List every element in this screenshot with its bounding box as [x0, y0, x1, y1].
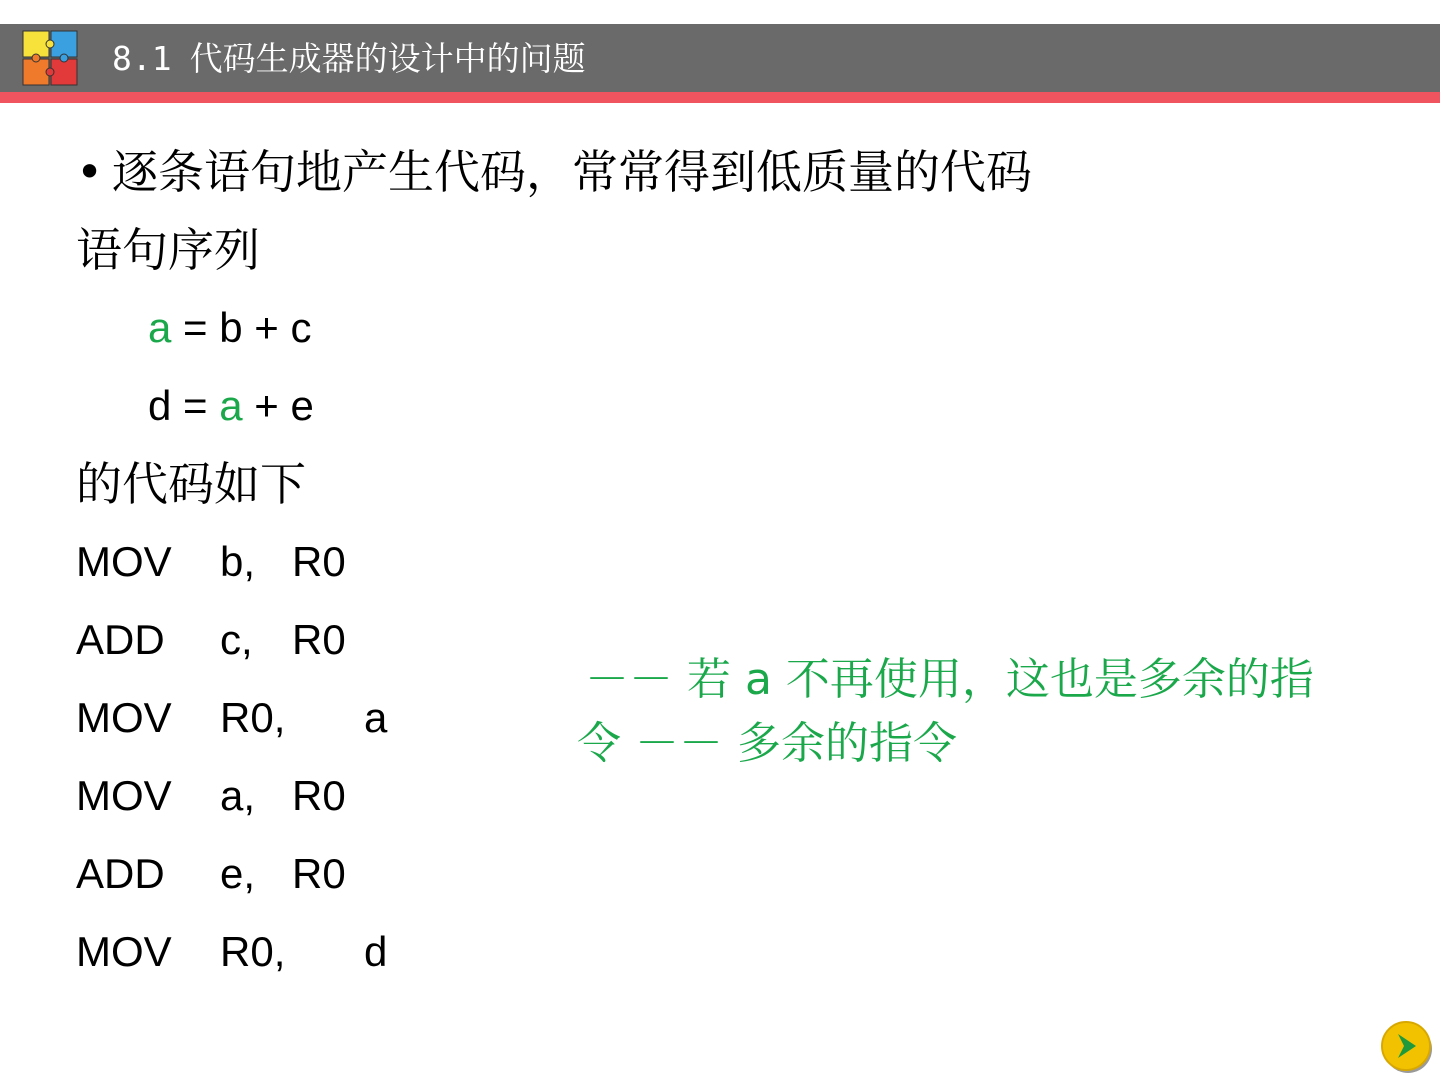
code-heading: 的代码如下 — [76, 457, 306, 511]
statement-2-post: + e — [242, 382, 314, 429]
annotation-line-2 — [577, 712, 1377, 776]
puzzle-logo-icon — [22, 30, 78, 86]
code-line — [76, 612, 496, 668]
annotation-note — [577, 648, 1377, 776]
code-arg-3: d — [364, 928, 388, 975]
code-arg-1: R0, — [220, 694, 286, 741]
code-op: MOV — [76, 694, 172, 741]
code-line — [76, 690, 496, 746]
annotation-line-2-tail: －－ 多余的指令 — [635, 718, 957, 769]
section-title: 代码生成器的设计中的问题 — [189, 39, 586, 78]
statement-1 — [148, 300, 311, 356]
code-arg-2: R0 — [292, 538, 346, 585]
code-op: ADD — [76, 616, 165, 663]
code-line — [76, 534, 496, 590]
code-arg-1: b, — [220, 538, 256, 585]
code-arg-3: a — [364, 694, 388, 741]
code-arg-1: a, — [220, 772, 256, 819]
code-arg-1: R0, — [220, 928, 286, 975]
code-line — [76, 924, 496, 980]
code-line — [76, 768, 496, 824]
code-arg-2: R0 — [292, 850, 346, 897]
bullet-text: 逐条语句地产生代码，常常得到低质量的代码 — [112, 145, 1032, 199]
code-op: MOV — [76, 928, 172, 975]
statement-2-pre: d = — [148, 382, 220, 429]
header-stripe — [0, 92, 1440, 103]
next-arrow-icon — [1378, 1018, 1434, 1074]
next-slide-button[interactable] — [1378, 1018, 1434, 1074]
code-arg-2: R0 — [292, 616, 346, 663]
annotation-line-1: －－ 若 a 不再使用，这也是多余的指 — [585, 654, 1314, 705]
code-op: ADD — [76, 850, 165, 897]
code-op: MOV — [76, 772, 172, 819]
statements-heading: 语句序列 — [76, 223, 260, 277]
statement-1-var: a — [148, 304, 172, 351]
annotation-line-2-head: 令 — [577, 718, 621, 769]
statement-2-var: a — [219, 382, 243, 429]
statement-2 — [148, 378, 314, 434]
code-arg-2: R0 — [292, 772, 346, 819]
section-number: 8.1 — [112, 39, 172, 78]
bullet-line — [76, 144, 1032, 200]
bullet-dot-icon: • — [76, 145, 104, 199]
code-arg-1: e, — [220, 850, 256, 897]
statement-1-rest: = b + c — [171, 304, 312, 351]
page-title — [112, 36, 586, 82]
code-op: MOV — [76, 538, 172, 585]
code-line — [76, 846, 496, 902]
code-arg-1: c, — [220, 616, 253, 663]
